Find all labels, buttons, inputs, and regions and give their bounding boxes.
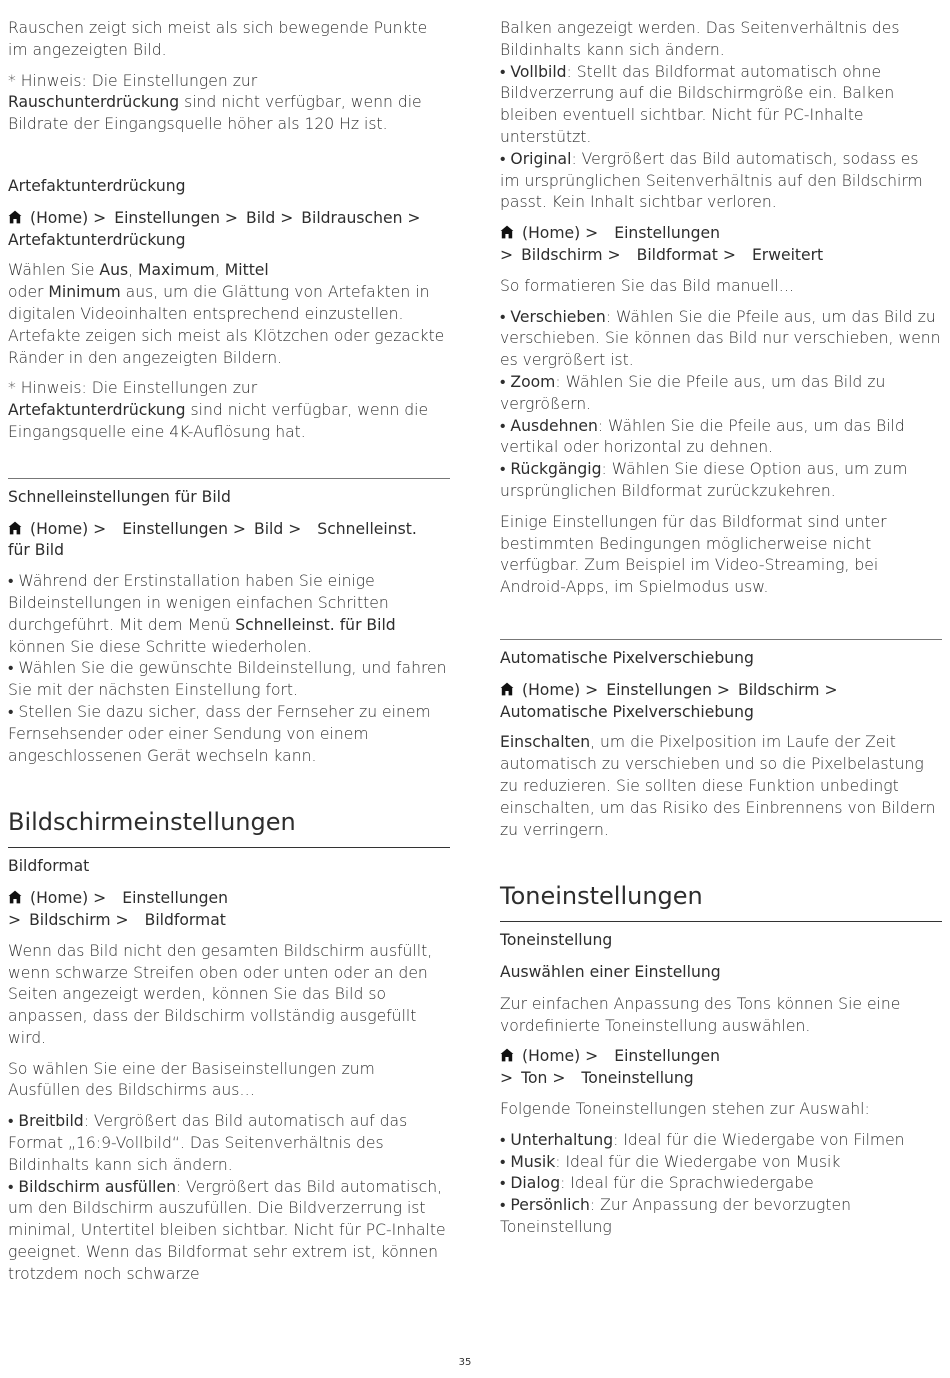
bullet-original: • Original: Vergrößert das Bild automatisch, sodass es im ursprünglichen Seitenverhältnis auf den Bildschirm passt. Kein Inhalt sichtbar verloren.: [500, 149, 923, 212]
section-title-artefakt: Artefaktunterdrückung: [8, 176, 186, 195]
bullet-verschieben: • Verschieben: Wählen Sie die Pfeile aus, um das Bild zu verschieben. Sie können das Bild nur verschieben, wenn es vergrößert ist.: [500, 307, 941, 370]
breadcrumb-schnell: (Home) > Einstellungen > Bild > Schnelleinst. für Bild: [8, 519, 417, 560]
home-icon: [500, 1048, 514, 1062]
bullet-persoenlich: • Persönlich: Zur Anpassung der bevorzugten Toneinstellung: [500, 1196, 851, 1237]
bullet-schnell-3: • Stellen Sie dazu sicher, dass der Fernseher zu einem Fernsehsender oder einer Sendung von einem angeschlossenen Gerät wechseln kann.: [8, 702, 431, 765]
option-aus: Aus: [99, 261, 129, 280]
right-column: [500, 18, 942, 1239]
breadcrumb-item: Einstellungen: [614, 1047, 720, 1066]
menu-name: Schnelleinst. für Bild: [235, 615, 396, 634]
text: : Ideal für die Wiedergabe von Musik: [555, 1152, 841, 1171]
paragraph-rauschen: Rauschen zeigt sich meist als sich bewegende Punkte im angezeigten Bild.: [8, 19, 428, 59]
divider: [500, 921, 942, 922]
option-verschieben: Verschieben: [510, 307, 606, 326]
paragraph-bildformat-1: Wenn das Bild nicht den gesamten Bildschirm ausfüllt, wenn schwarze Streifen oben oder unten oder an den Seiten angezeigt werden, können Sie das Bild so anpassen, dass der Bildschirm vollständig ausgefüllt wird.: [8, 941, 433, 1047]
breadcrumb-item: Einstellungen: [614, 224, 720, 243]
paragraph-pixel: [500, 732, 942, 841]
note-suffix: sind nicht verfügbar, wenn die Eingangsquelle eine 4K-Auflösung hat.: [8, 401, 429, 441]
breadcrumb-item: Bildformat: [144, 910, 226, 929]
breadcrumb-item: Einstellungen: [122, 889, 228, 908]
breadcrumb-item: Erweitert: [751, 245, 824, 264]
breadcrumb-home: (Home): [30, 889, 89, 908]
bullet-breitbild: • Breitbild: Vergrößert das Bild automatisch auf das Format „16:9-Vollbild“. Das Seitenverhältnis des Bildinhalts kann sich ändern.: [8, 1112, 408, 1174]
home-icon: [8, 210, 22, 224]
bullet-zoom: • Zoom: Wählen Sie die Pfeile aus, um das Bild zu vergrößern.: [500, 372, 886, 413]
home-icon: [8, 521, 22, 535]
text: : Vergrößert das Bild automatisch auf das Format „16:9-Vollbild“. Das Seitenverhältnis des Bildinhalts kann sich ändern.: [8, 1112, 408, 1174]
option-ausdehnen: Ausdehnen: [510, 416, 598, 435]
option-minimum: Minimum: [48, 283, 121, 302]
note-suffix: sind nicht verfügbar, wenn die Bildrate der Eingangsquelle höher als 120 Hz ist.: [8, 93, 422, 134]
option-zoom: Zoom: [510, 372, 556, 391]
option-bildschirm-ausfuellen: Bildschirm ausfüllen: [18, 1177, 176, 1196]
section-title-pixel: Automatische Pixelverschiebung: [500, 648, 754, 667]
text: : Vergrößert das Bild automatisch, um den Bildschirm auszufüllen. Die Bildverzerrung ist minimal, Untertitel bleiben sichtbar. Nicht für PC-Inhalte geeignet. Wenn das Bildformat sehr extrem ist, können trotzdem noch schwarze: [8, 1177, 446, 1283]
note-rauschen: [8, 71, 450, 136]
breadcrumb-artefakt: (Home) > Einstellungen > Bild > Bildrauschen > Artefaktunterdrückung: [8, 208, 421, 249]
text: : Wählen Sie die Pfeile aus, um das Bild zu vergrößern.: [500, 372, 886, 413]
breadcrumb-home: (Home): [30, 208, 89, 227]
text: : Zur Anpassung der bevorzugten Toneinstellung: [500, 1196, 851, 1237]
paragraph-ton-list-intro: Folgende Toneinstellungen stehen zur Auswahl:: [500, 1100, 870, 1119]
text: : Wählen Sie die Pfeile aus, um das Bild vertikal oder horizontal zu dehnen.: [500, 416, 905, 457]
option-einschalten: Einschalten: [500, 733, 591, 752]
bullet-dialog: • Dialog: Ideal für die Sprachwiedergabe: [500, 1174, 814, 1193]
home-icon: [8, 890, 22, 904]
option-breitbild: Breitbild: [18, 1112, 84, 1131]
breadcrumb-item: Einstellungen: [122, 519, 228, 538]
breadcrumb-item: Einstellungen: [114, 208, 220, 227]
option-musik: Musik: [510, 1152, 556, 1171]
section-title-schnell: Schnelleinstellungen für Bild: [8, 487, 231, 506]
paragraph-bildformat-2: So wählen Sie eine der Basiseinstellungen zum Ausfüllen des Bildschirms aus…: [8, 1059, 375, 1100]
bullet-rueckgaengig: • Rückgängig: Wählen Sie diese Option aus, um zum ursprünglichen Bildformat zurückzukehren.: [500, 460, 908, 500]
text: oder: [8, 283, 49, 302]
bullet-bildschirm-ausfuellen: • Bildschirm ausfüllen: Vergrößert das Bild automatisch, um den Bildschirm auszufüllen. Die Bildverzerrung ist minimal, Untertitel bleiben sichtbar. Nicht für PC-Inhalte geeignet. Wenn das Bildformat sehr extrem ist, können trotzdem noch schwarze: [8, 1177, 446, 1283]
text: : Ideal für die Wiedergabe von Filmen: [613, 1130, 905, 1149]
breadcrumb-erweitert: (Home) > Einstellungen > Bildschirm > Bildformat > Erweitert: [500, 224, 824, 264]
bullet-schnell-1: [8, 571, 450, 658]
text: : Stellt das Bildformat automatisch ohne Bildverzerrung auf die Bildschirmgröße ein. Balken bleiben eventuell sichtbar. Nicht für PC-Inhalte unterstützt.: [500, 62, 895, 146]
breadcrumb-home: (Home): [522, 680, 581, 699]
divider: [500, 639, 942, 640]
note-prefix: * Hinweis: Die Einstellungen zur: [8, 379, 258, 398]
text: : Wählen Sie diese Option aus, um zum ursprünglichen Bildformat zurückzukehren.: [500, 460, 908, 500]
breadcrumb-item: Einstellungen: [606, 680, 712, 699]
text: aus, um die Glättung von Artefakten in digitalen Videoinhalten entsprechend einzustellen. Artefakte zeigen sich meist als Klötzchen oder gezackte Ränder in den angezeigten Bildern.: [8, 283, 445, 367]
bullet-vollbild: • Vollbild: Stellt das Bildformat automatisch ohne Bildverzerrung auf die Bildschirmgröße ein. Balken bleiben eventuell sichtbar. Nicht für PC-Inhalte unterstützt.: [500, 62, 895, 146]
breadcrumb-item: Bild: [246, 208, 276, 227]
heading-ton: Toneinstellungen: [500, 882, 703, 911]
breadcrumb-item: Toneinstellung: [581, 1069, 694, 1088]
text: können Sie diese Schritte wiederholen.: [8, 637, 312, 656]
note-artefakt: [8, 378, 450, 443]
divider: [8, 478, 450, 479]
option-persoenlich: Persönlich: [510, 1196, 590, 1215]
text: , um die Pixelposition im Laufe der Zeit automatisch zu verschieben und so die Pixelbelastung zu reduzieren. Sie sollten diese Funktion unbedingt einschalten, um das Risiko des Einbrennens von Bildern zu verringern.: [500, 733, 936, 839]
heading-bildschirm: Bildschirmeinstellungen: [8, 808, 296, 837]
bullet-unterhaltung: • Unterhaltung: Ideal für die Wiedergabe von Filmen: [500, 1130, 905, 1149]
bullet-musik: • Musik: Ideal für die Wiedergabe von Musik: [500, 1152, 841, 1171]
option-mittel: Mittel: [224, 261, 269, 280]
paragraph-artefakt: Wählen Sie Aus, Maximum, Mittel oder Minimum aus, um die Glättung von Artefakten in digitalen Videoinhalten entsprechend einzustellen. Artefakte zeigen sich meist als Klötzchen oder gezackte Ränder in den angezeigten Bildern.: [8, 261, 445, 367]
breadcrumb-bildformat: (Home) > Einstellungen > Bildschirm > Bildformat: [8, 889, 228, 929]
breadcrumb-home: (Home): [30, 519, 89, 538]
breadcrumb-home: (Home): [522, 1047, 581, 1066]
subsection-title-auswahl: Auswählen einer Einstellung: [500, 963, 721, 982]
breadcrumb-pixel: (Home) > Einstellungen > Bildschirm > Automatische Pixelverschiebung: [500, 680, 838, 721]
option-unterhaltung: Unterhaltung: [510, 1130, 614, 1149]
option-maximum: Maximum: [138, 261, 215, 280]
option-rueckgaengig: Rückgängig: [510, 460, 602, 479]
note-term: Rauschunterdrückung: [8, 93, 180, 112]
breadcrumb-item: Automatische Pixelverschiebung: [500, 702, 754, 721]
breadcrumb-item: Bildschirm: [738, 680, 820, 699]
breadcrumb-item: Bild: [254, 519, 284, 538]
page-number: 35: [458, 1357, 472, 1368]
text: Wählen Sie: [8, 261, 100, 280]
breadcrumb-item: Bildformat: [636, 245, 718, 264]
divider: [8, 847, 450, 848]
left-column: [8, 18, 450, 1286]
breadcrumb-item: Bildrauschen: [301, 208, 403, 227]
text: : Ideal für die Sprachwiedergabe: [560, 1174, 814, 1193]
breadcrumb-item: für Bild: [8, 541, 65, 560]
breadcrumb-item: Ton: [521, 1069, 548, 1088]
option-dialog: Dialog: [510, 1174, 561, 1193]
text: : Wählen Sie die Pfeile aus, um das Bild zu verschieben. Sie können das Bild nur verschieben, wenn es vergrößert ist.: [500, 307, 941, 370]
bullet-ausdehnen: • Ausdehnen: Wählen Sie die Pfeile aus, um das Bild vertikal oder horizontal zu dehnen.: [500, 416, 905, 457]
breadcrumb-item: Artefaktunterdrückung: [8, 230, 186, 249]
breadcrumb-item: Bildschirm: [521, 245, 603, 264]
breadcrumb-item: Bildschirm: [29, 910, 111, 929]
section-title-bildformat: Bildformat: [8, 857, 90, 876]
section-title-toneinstellung: Toneinstellung: [500, 931, 613, 950]
text: • Während der Erstinstallation haben Sie einige Bildeinstellungen in wenigen einfachen Schritten durchgeführt. Mit dem Menü: [8, 572, 389, 634]
home-icon: [500, 225, 514, 239]
home-icon: [500, 682, 514, 696]
breadcrumb-home: (Home): [522, 224, 581, 243]
note-prefix: * Hinweis: Die Einstellungen zur: [8, 71, 258, 90]
note-term: Artefaktunterdrückung: [8, 401, 186, 420]
paragraph-bildformat-note: Einige Einstellungen für das Bildformat sind unter bestimmten Bedingungen möglicherweise nicht verfügbar. Zum Beispiel im Video-Streaming, bei Android-Apps, im Spielmodus usw.: [500, 512, 887, 597]
option-vollbild: Vollbild: [510, 62, 567, 81]
paragraph-manual-intro: So formatieren Sie das Bild manuell…: [500, 276, 795, 295]
paragraph-continued: Balken angezeigt werden. Das Seitenverhältnis des Bildinhalts kann sich ändern.: [500, 19, 900, 59]
option-original: Original: [510, 149, 572, 168]
text: : Vergrößert das Bild automatisch, sodass es im ursprünglichen Seitenverhältnis auf den Bildschirm passt. Kein Inhalt sichtbar verloren.: [500, 149, 923, 212]
bullet-schnell-2: • Wählen Sie die gewünschte Bildeinstellung, und fahren Sie mit der nächsten Einstellung fort.: [8, 659, 447, 700]
paragraph-ton-intro: Zur einfachen Anpassung des Tons können Sie eine vordefinierte Toneinstellung auswählen.: [500, 994, 901, 1035]
breadcrumb-item: Schnelleinst.: [317, 519, 417, 538]
breadcrumb-ton: (Home) > Einstellungen > Ton > Toneinstellung: [500, 1047, 720, 1088]
